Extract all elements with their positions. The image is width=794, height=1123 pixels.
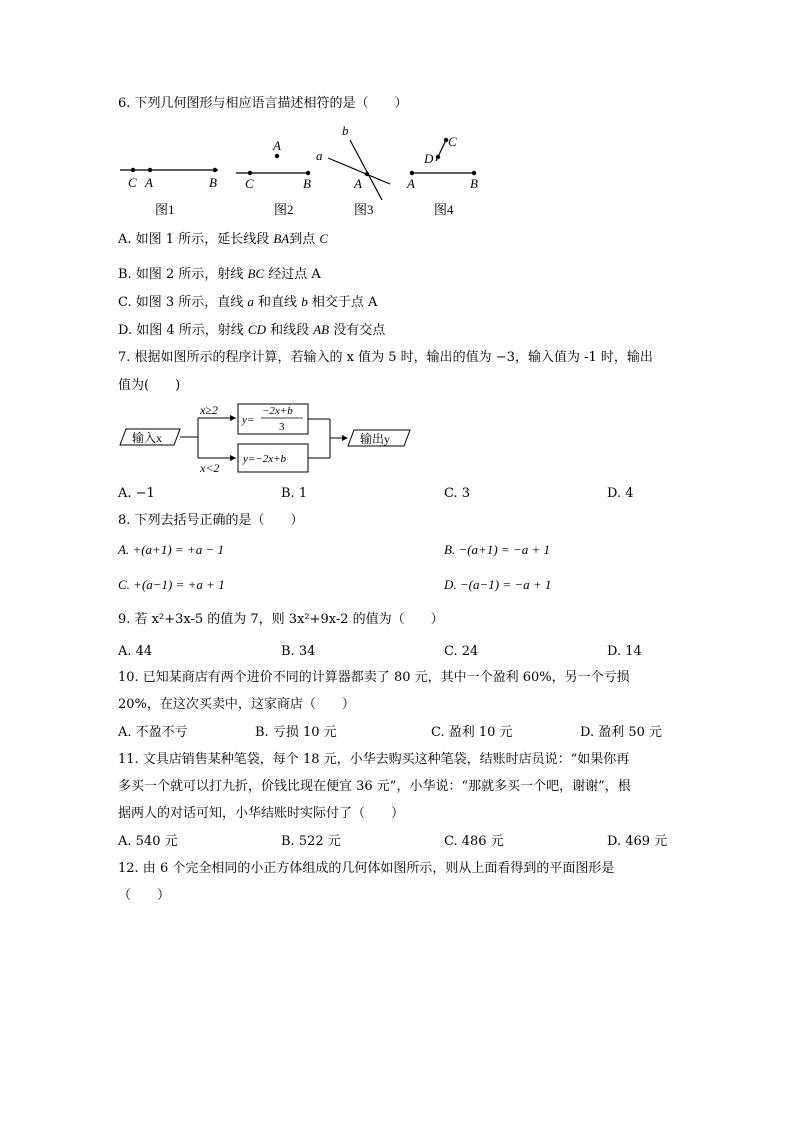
q7-option-d: D. 4 <box>607 486 634 501</box>
q11-option-b: B. 522 元 <box>281 834 341 849</box>
flow-formula-top-num: −2x+b <box>262 405 293 417</box>
flow-output: 输出y <box>360 432 391 446</box>
q6-stem: 6. 下列几何图形与相应语言描述相符的是（ ） <box>118 96 408 111</box>
q9-option-d: D. 14 <box>607 644 642 659</box>
fig3-label-b: b <box>342 123 349 138</box>
fig2-label-a: A <box>273 138 281 153</box>
fig1-label-b: B <box>209 175 217 190</box>
q11-option-a: A. 540 元 <box>118 834 178 849</box>
q6-option-b: B. 如图 2 所示，射线 BC 经过点 A <box>118 266 321 282</box>
q11-stem-line1: 11. 文具店销售某种笔袋，每个 18 元，小华去购买这种笔袋，结账时店员说：“如果你再 <box>118 752 630 767</box>
flow-formula-top-den: 3 <box>279 421 285 433</box>
fig4-caption: 图4 <box>434 202 454 217</box>
q6-option-c: C. 如图 3 所示，直线 a 和直线 b 相交于点 A <box>118 294 378 310</box>
fig3-label-a-line: a <box>316 148 323 163</box>
q6-option-a: A. 如图 1 所示，延长线段 BA到点 C <box>118 231 329 247</box>
q10-option-d: D. 盈利 50 元 <box>580 725 663 740</box>
fig2-label-c: C <box>245 176 254 191</box>
q8-option-d: D. −(a−1) = −a + 1 <box>444 577 552 592</box>
flow-input: 输入x <box>132 431 163 445</box>
q9-option-b: B. 34 <box>281 644 316 659</box>
q11-option-c: C. 486 元 <box>444 834 504 849</box>
q7-option-c: C. 3 <box>444 486 471 501</box>
q8-stem: 8. 下列去括号正确的是（ ） <box>118 513 304 528</box>
fig1-label-a: A <box>145 175 153 190</box>
fig4-label-d: D <box>424 151 434 166</box>
q6-figure-1 <box>118 150 228 220</box>
q10-stem-line1: 10. 已知某商店有两个进价不同的计算器都卖了 80 元，其中一个盈利 60%，另一个亏损 <box>118 670 630 685</box>
q10-option-c: C. 盈利 10 元 <box>431 725 513 740</box>
flow-formula-bottom: y=−2x+b <box>243 453 287 465</box>
q8-option-b: B. −(a+1) = −a + 1 <box>444 542 550 557</box>
flow-formula-top-left: y= <box>242 414 255 426</box>
fig4-label-a: A <box>407 176 415 191</box>
fig2-caption: 图2 <box>274 202 294 217</box>
q8-option-a: A. +(a+1) = +a − 1 <box>118 542 224 557</box>
q7-flowchart <box>118 400 418 478</box>
fig4-label-c: C <box>448 134 457 149</box>
q6-figure-3 <box>312 122 392 220</box>
q7-option-a: A. −1 <box>118 486 155 501</box>
q7-stem-line2: 值为( ) <box>118 378 181 393</box>
q12-stem-line1: 12. 由 6 个完全相同的小正方体组成的几何体如图所示，则从上面看得到的平面图形是 <box>118 861 615 876</box>
q10-stem-line2: 20%，在这次买卖中，这家商店（ ） <box>118 697 355 712</box>
q11-stem-line2: 多买一个就可以打九折，价钱比现在便宜 36 元”，小华说：“那就多买一个吧，谢谢”，根 <box>118 779 631 794</box>
fig1-caption: 图1 <box>155 202 175 217</box>
q11-stem-line3: 据两人的对话可知，小华结账时实际付了（ ） <box>118 806 405 821</box>
q7-stem-line1: 7. 根据如图所示的程序计算，若输入的 x 值为 5 时，输出的值为 −3，输入值为 -1 时，输出 <box>118 350 653 365</box>
flow-cond-top: x≥2 <box>200 403 218 417</box>
q9-option-c: C. 24 <box>444 644 479 659</box>
q11-option-d: D. 469 元 <box>607 834 668 849</box>
q8-option-c: C. +(a−1) = +a + 1 <box>118 577 225 592</box>
q6-figure-2 <box>234 135 324 220</box>
q10-option-a: A. 不盈不亏 <box>118 725 188 740</box>
q6-figure-4 <box>400 130 495 220</box>
q7-option-b: B. 1 <box>281 486 308 501</box>
q12-stem-line2: （ ） <box>118 888 171 903</box>
fig2-label-b: B <box>303 176 311 191</box>
fig4-label-b: B <box>470 176 478 191</box>
flow-cond-bottom: x<2 <box>200 461 220 475</box>
q9-option-a: A. 44 <box>118 644 153 659</box>
fig3-caption: 图3 <box>354 202 374 217</box>
fig1-label-c: C <box>128 175 137 190</box>
fig3-label-a-point: A <box>354 176 362 191</box>
q10-option-b: B. 亏损 10 元 <box>255 725 337 740</box>
q9-stem: 9. 若 x²+3x-5 的值为 7，则 3x²+9x-2 的值为（ ） <box>118 612 444 627</box>
q6-option-d: D. 如图 4 所示，射线 CD 和线段 AB 没有交点 <box>118 322 386 338</box>
